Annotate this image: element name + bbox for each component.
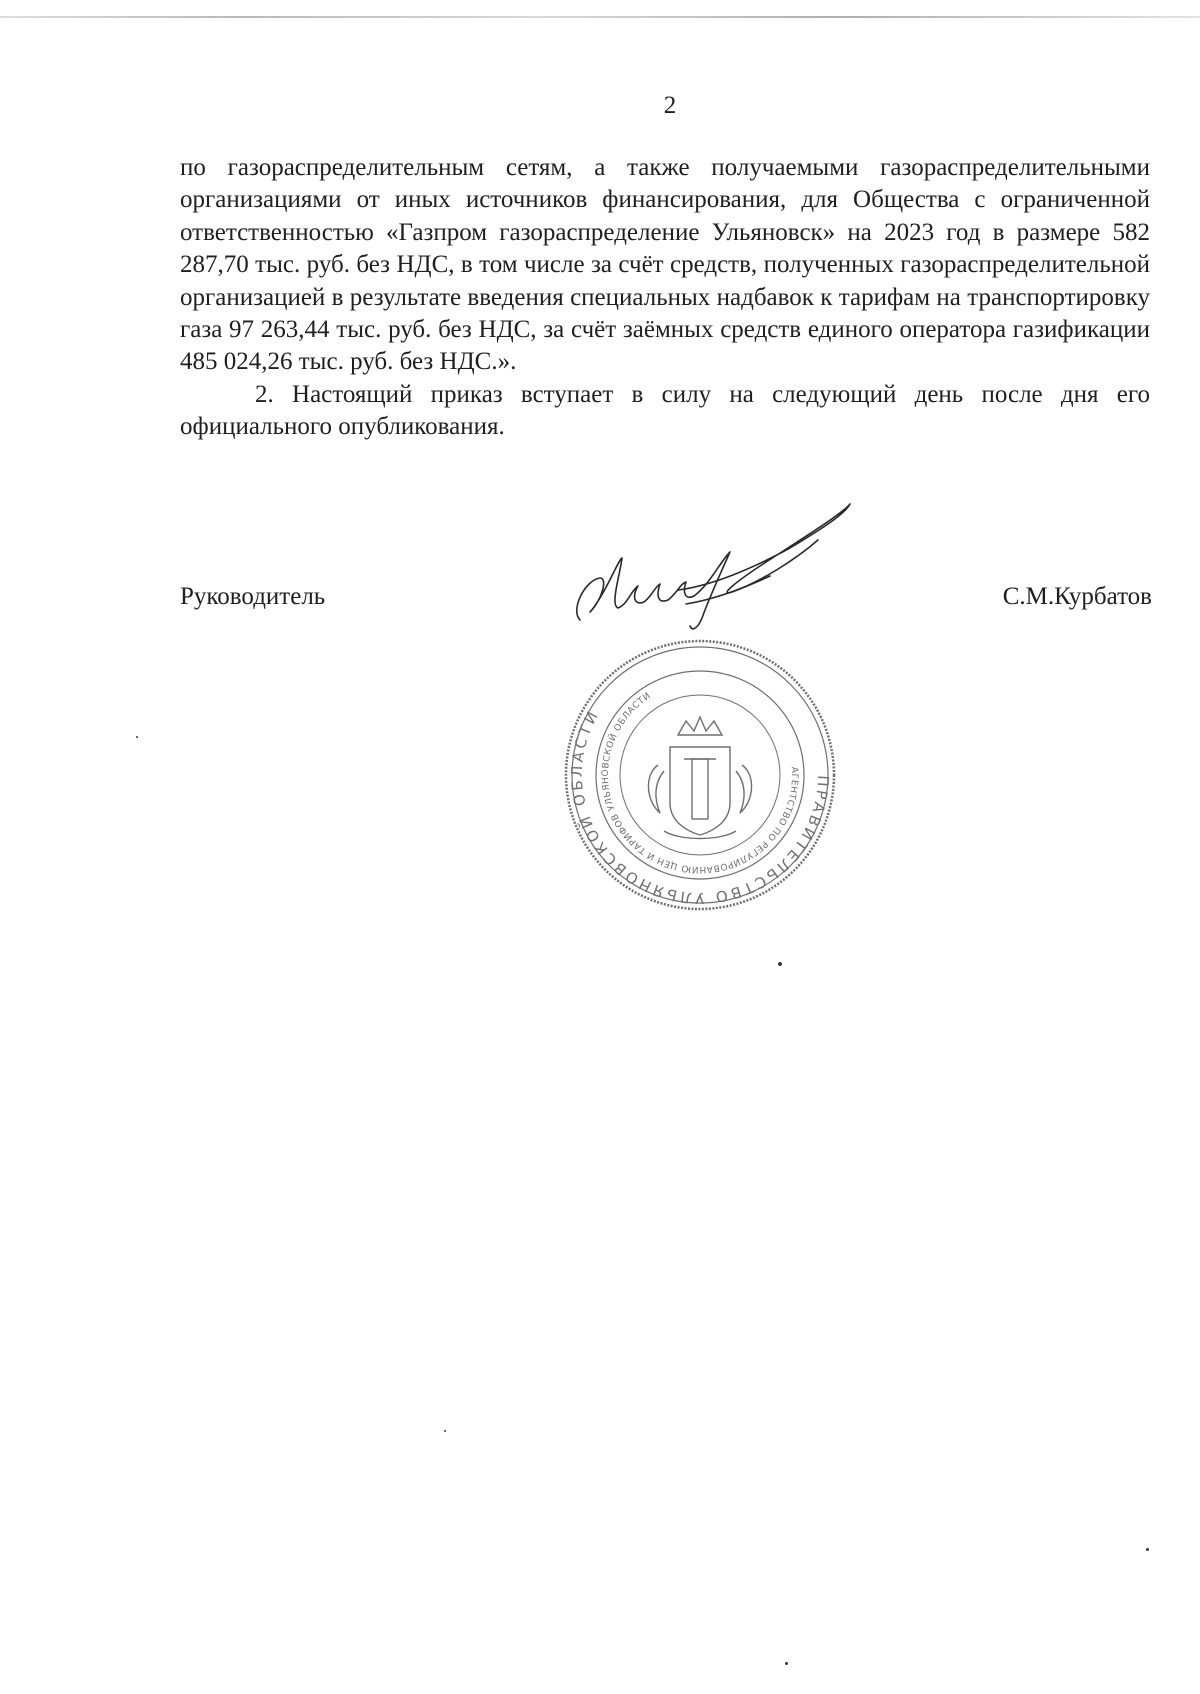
svg-text:АГЕНТСТВО ПО РЕГУЛИРОВАНИЮ ЦЕН (594, 679, 808, 883)
paragraph-2: 2. Настоящий приказ вступает в силу на следующий день после дня его официального опубликования. (180, 380, 1150, 441)
signatory-title: Руководитель (180, 583, 326, 610)
official-seal-stamp (560, 635, 840, 915)
document-body (180, 152, 1150, 444)
scan-speck (136, 736, 138, 738)
paragraph-1: по газораспределительным сетям, а также получаемыми газораспределительными организациями от иных источников финансирования, для Общества с ограниченной ответственностью «Газпром газораспределение Ульяновск» на 2023 год в размере 582 287,70 тыс. руб. без НДС, в том числе за счёт средств, полученных газораспределительной организацией в результате введения специальных надбавок к тарифам на транспортировку газа 97 263,44 тыс. руб. без НДС, за счёт заёмных средств единого оператора газификации 485 024,26 тыс. руб. без НДС.». (180, 154, 1150, 376)
scan-speck (785, 1662, 788, 1665)
seal-inner-text: АГЕНТСТВО ПО РЕГУЛИРОВАНИЮ ЦЕН И ТАРИФОВ УЛЬЯНОВСКОЙ ОБЛАСТИ (600, 691, 800, 875)
signature-image (560, 500, 910, 650)
scan-speck (444, 1430, 446, 1432)
scan-edge-line (0, 16, 1200, 18)
coat-of-arms-icon (648, 717, 751, 839)
signatory-name: С.М.Курбатов (1002, 583, 1152, 610)
seal-outer-text: ПРАВИТЕЛЬСТВО УЛЬЯНОВСКОЙ ОБЛАСТИ (567, 706, 833, 908)
scan-speck (778, 962, 782, 966)
page-number: 2 (663, 92, 677, 119)
scan-speck (1146, 1548, 1149, 1551)
